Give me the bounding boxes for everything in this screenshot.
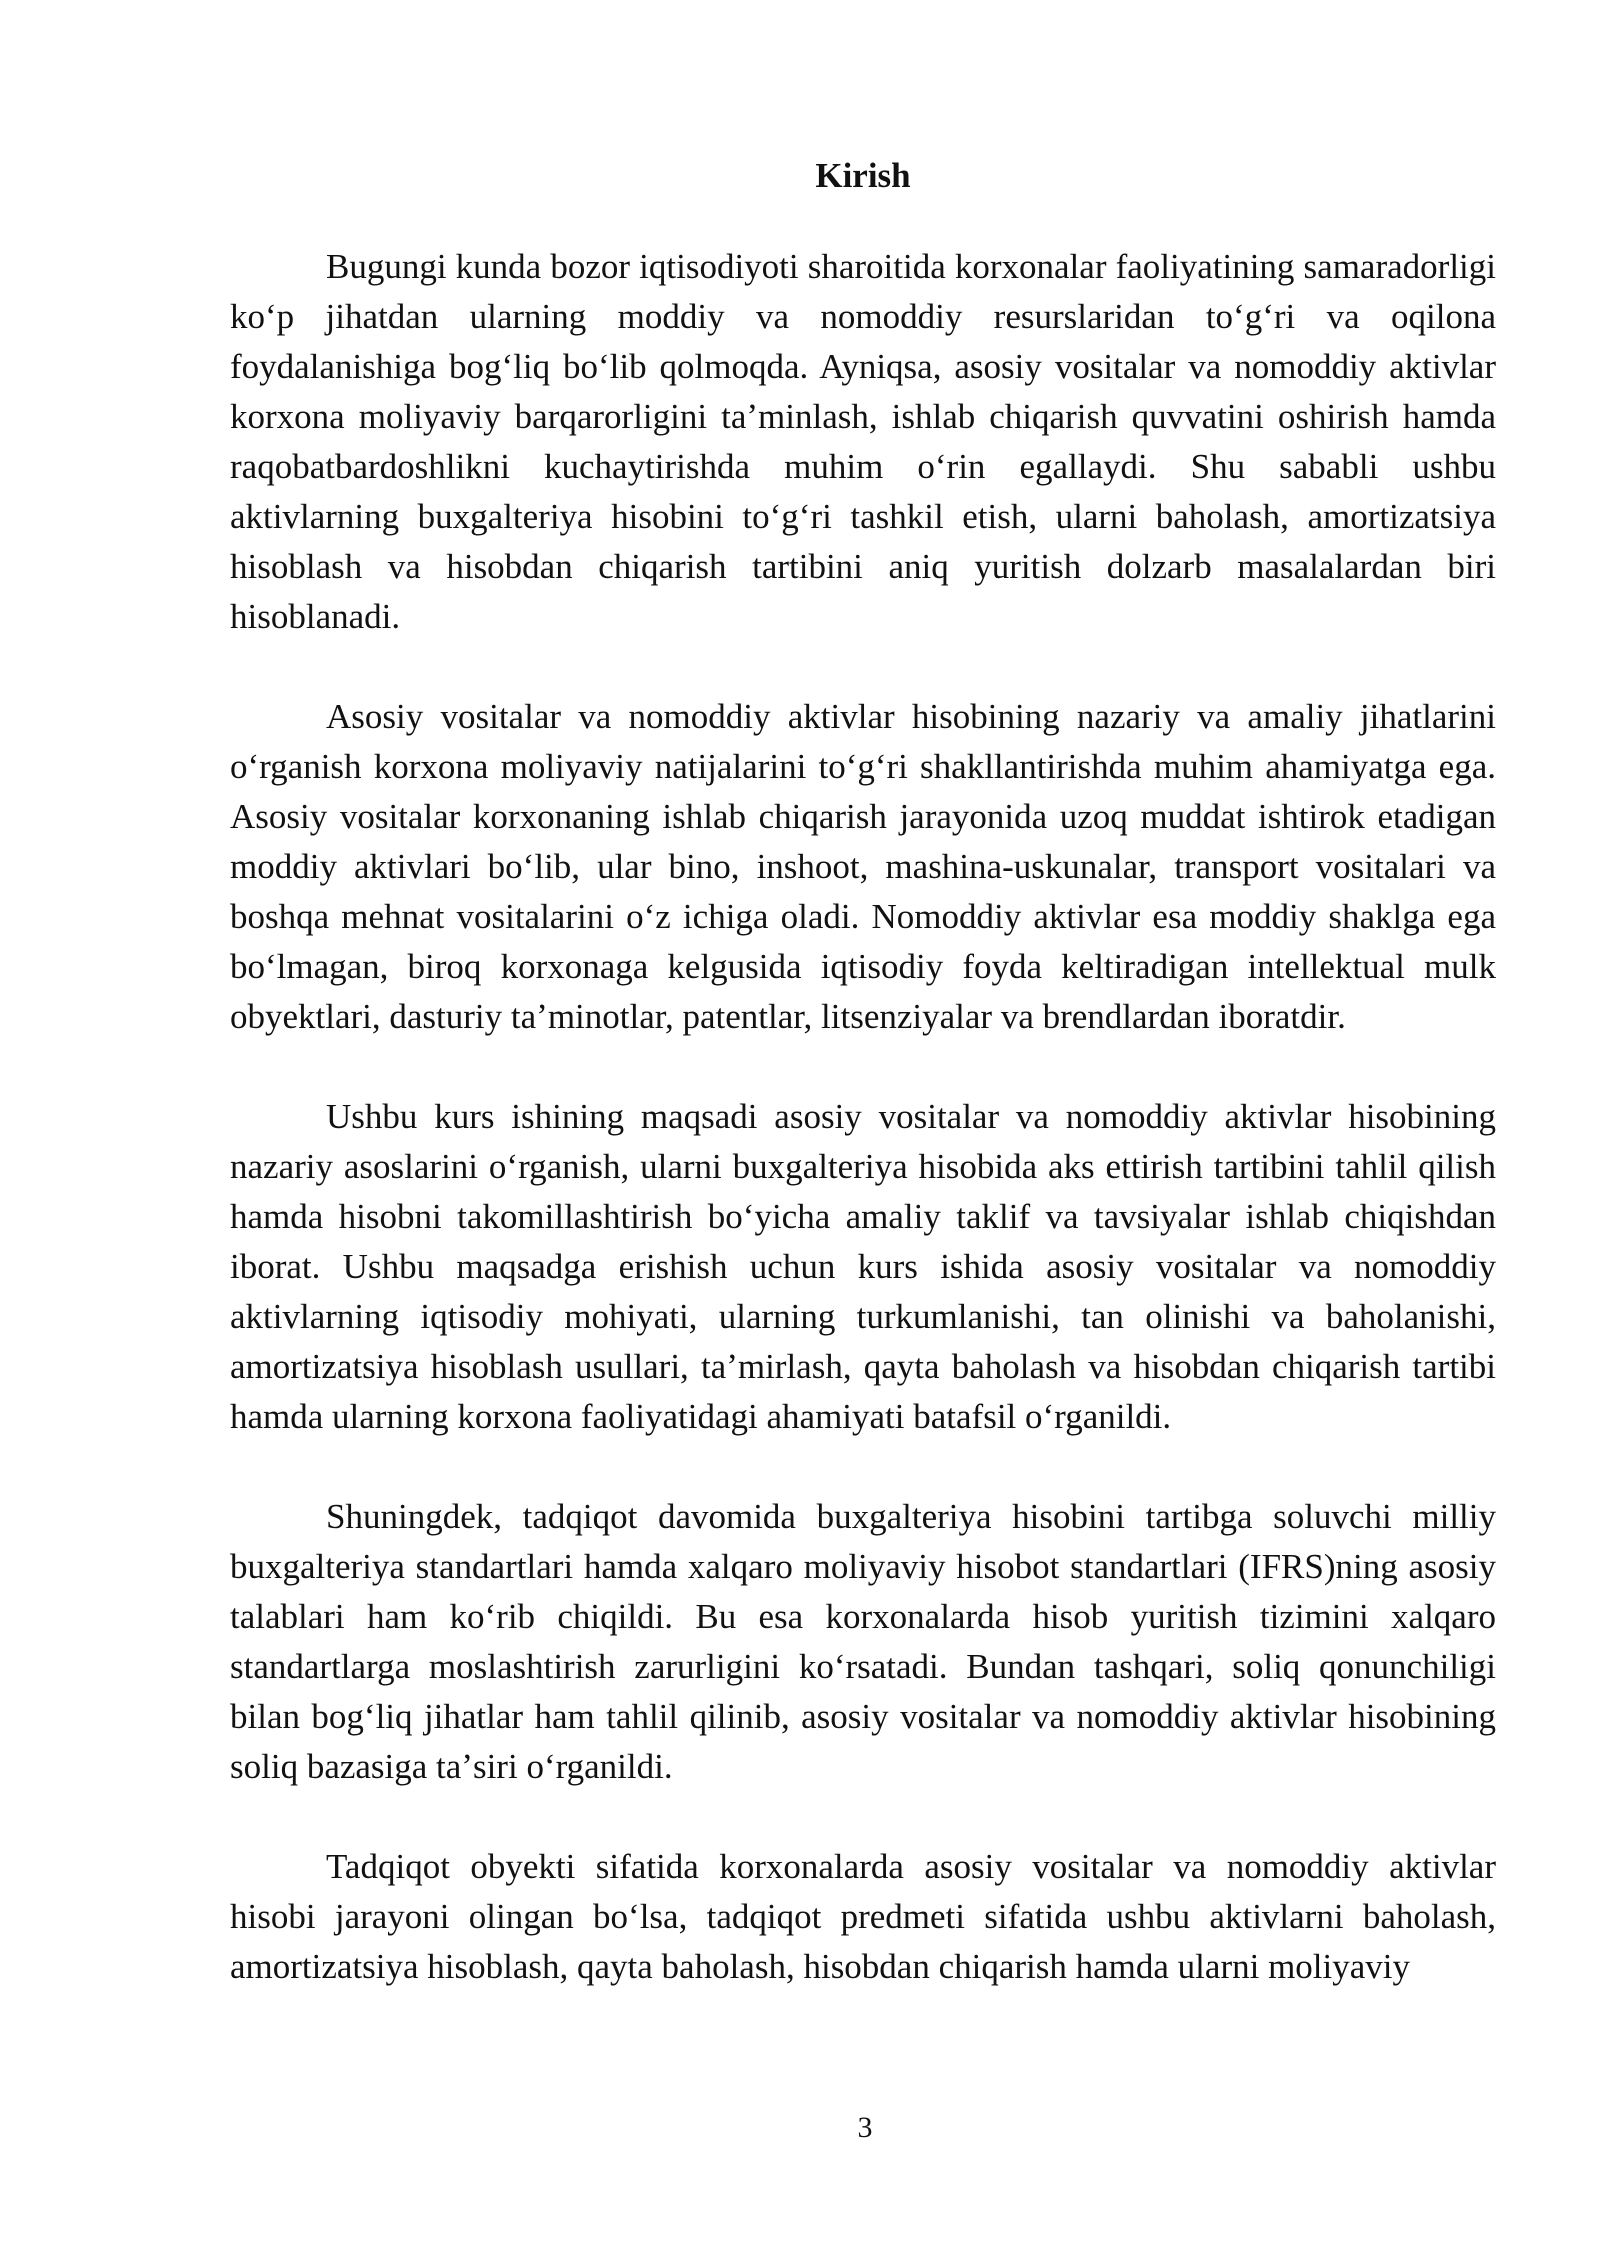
section-title: Kirish (815, 156, 911, 195)
paragraph-2: Asosiy vositalar va nomoddiy aktivlar hisobining nazariy va amaliy jihatlarini oʻrganish korxona moliyaviy natijalarini toʻgʻri shakllantirishda muhim ahamiyatga ega. Asosiy vositalar korxonaning ishlab chiqarish jarayonida uzoq muddat ishtirok etadigan moddiy aktivlari boʻlib, ular bino, inshoot, mashina-uskunalar, transport vositalari va boshqa mehnat vositalarini oʻz ichiga oladi. Nomoddiy aktivlar esa moddiy shaklga ega boʻlmagan, biroq korxonaga kelgusida iqtisodiy foyda keltiradigan intellektual mulk obyektlari, dasturiy taʼminotlar, patentlar, litsenziyalar va brendlardan iboratdir. (230, 697, 1496, 1036)
paragraph-4: Shuningdek, tadqiqot davomida buxgalteriya hisobini tartibga soluvchi milliy buxgalteriya standartlari hamda xalqaro moliyaviy hisobot standartlari (IFRS)ning asosiy talablari ham koʻrib chiqildi. Bu esa korxonalarda hisob yuritish tizimini xalqaro standartlarga moslashtirish zarurligini koʻrsatadi. Bundan tashqari, soliq qonunchiligi bilan bogʻliq jihatlar ham tahlil qilinib, asosiy vositalar va nomoddiy aktivlar hisobining soliq bazasiga taʼsiri oʻrganildi. (230, 1497, 1496, 1786)
paragraph-5: Tadqiqot obyekti sifatida korxonalarda asosiy vositalar va nomoddiy aktivlar hisobi jarayoni olingan boʻlsa, tadqiqot predmeti sifatida ushbu aktivlarni baholash, amortizatsiya hisoblash, qayta baholash, hisobdan chiqarish hamda ularni moliyaviy (230, 1847, 1496, 1986)
paragraph-1: Bugungi kunda bozor iqtisodiyoti sharoitida korxonalar faoliyatining samaradorligi koʻp jihatdan ularning moddiy va nomoddiy resurslaridan toʻgʻri va oqilona foydalanishiga bogʻliq boʻlib qolmoqda. Ayniqsa, asosiy vositalar va nomoddiy aktivlar korxona moliyaviy barqarorligini taʼminlash, ishlab chiqarish quvvatini oshirish hamda raqobatbardoshlikni kuchaytirishda muhim oʻrin egallaydi. Shu sababli ushbu aktivlarning buxgalteriya hisobini toʻgʻri tashkil etish, ularni baholash, amortizatsiya hisoblash va hisobdan chiqarish tartibini aniq yuritish dolzarb masalalardan biri hisoblanadi. (230, 247, 1496, 636)
page-content (230, 150, 1496, 1992)
page-number: 3 (857, 2111, 873, 2144)
paragraph-3: Ushbu kurs ishining maqsadi asosiy vositalar va nomoddiy aktivlar hisobining nazariy asoslarini oʻrganish, ularni buxgalteriya hisobida aks ettirish tartibini tahlil qilish hamda hisobni takomillashtirish boʻyicha amaliy taklif va tavsiyalar ishlab chiqishdan iborat. Ushbu maqsadga erishish uchun kurs ishida asosiy vositalar va nomoddiy aktivlarning iqtisodiy mohiyati, ularning turkumlanishi, tan olinishi va baholanishi, amortizatsiya hisoblash usullari, taʼmirlash, qayta baholash va hisobdan chiqarish tartibi hamda ularning korxona faoliyatidagi ahamiyati batafsil oʻrganildi. (230, 1097, 1496, 1436)
